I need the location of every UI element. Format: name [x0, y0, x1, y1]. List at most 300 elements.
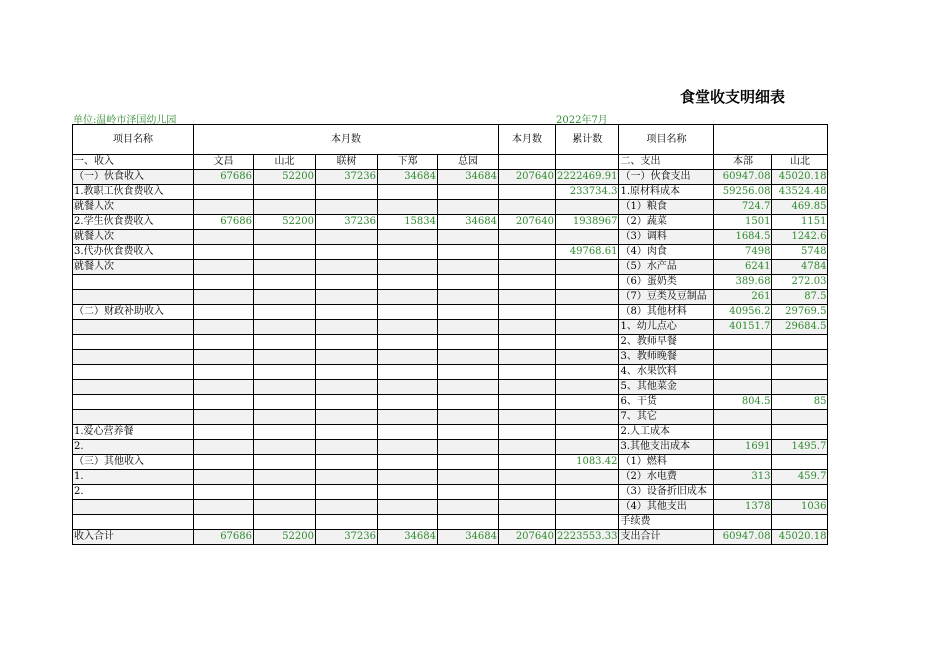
income-value-cell	[438, 380, 499, 395]
expense-shanbei-cell: 45020.18	[772, 170, 828, 185]
income-value-cell	[254, 425, 316, 440]
expense-main-cell	[714, 425, 772, 440]
income-value-cell	[378, 425, 438, 440]
income-value-cell	[254, 380, 316, 395]
expense-shanbei-cell	[772, 485, 828, 500]
month-total-cell	[499, 245, 556, 260]
expense-shanbei-cell	[772, 335, 828, 350]
income-item-cell	[73, 395, 194, 410]
income-value-cell	[254, 485, 316, 500]
income-value-cell	[438, 275, 499, 290]
cumulative-cell	[556, 305, 619, 320]
cumulative-cell	[556, 485, 619, 500]
income-value-cell: 37236	[316, 530, 378, 545]
expense-shanbei-cell	[772, 515, 828, 530]
income-value-cell	[194, 275, 254, 290]
income-value-cell	[438, 260, 499, 275]
income-value-cell	[194, 515, 254, 530]
income-value-cell	[438, 335, 499, 350]
cumulative-cell	[556, 440, 619, 455]
cumulative-cell	[556, 275, 619, 290]
subheader-blank	[556, 155, 619, 170]
income-value-cell	[194, 305, 254, 320]
income-value-cell	[438, 395, 499, 410]
income-value-cell	[438, 500, 499, 515]
income-value-cell	[438, 515, 499, 530]
income-value-cell	[438, 350, 499, 365]
table-row	[73, 530, 828, 545]
income-value-cell: 52200	[254, 170, 316, 185]
income-value-cell	[316, 185, 378, 200]
income-value-cell	[194, 470, 254, 485]
table-row	[73, 305, 828, 320]
expense-main-cell	[714, 485, 772, 500]
ledger-table	[72, 124, 828, 545]
expense-main-cell: 40151.7	[714, 320, 772, 335]
income-value-cell	[316, 380, 378, 395]
month-total-cell	[499, 320, 556, 335]
table-row	[73, 380, 828, 395]
income-value-cell	[316, 260, 378, 275]
income-value-cell	[378, 350, 438, 365]
table-row	[73, 350, 828, 365]
cumulative-cell	[556, 410, 619, 425]
income-value-cell	[194, 395, 254, 410]
income-value-cell	[378, 515, 438, 530]
expense-shanbei-cell	[772, 455, 828, 470]
income-item-cell: 1.爱心营养餐	[73, 425, 194, 440]
header-right-item-name: 项目名称	[619, 125, 714, 155]
income-value-cell	[378, 410, 438, 425]
expense-item-cell: （1）燃料	[619, 455, 714, 470]
income-value-cell	[438, 485, 499, 500]
income-item-cell	[73, 515, 194, 530]
income-value-cell	[378, 245, 438, 260]
cumulative-cell	[556, 365, 619, 380]
cumulative-cell: 2223553.33	[556, 530, 619, 545]
income-value-cell	[254, 335, 316, 350]
income-value-cell	[254, 470, 316, 485]
expense-shanbei-cell	[772, 365, 828, 380]
expense-item-cell: 1.原材料成本	[619, 185, 714, 200]
expense-main-cell: 1501	[714, 215, 772, 230]
income-item-cell: （二）财政补助收入	[73, 305, 194, 320]
income-value-cell	[254, 230, 316, 245]
income-value-cell: 67686	[194, 170, 254, 185]
income-value-cell	[378, 500, 438, 515]
expense-main-cell	[714, 455, 772, 470]
expense-main-cell: 1684.5	[714, 230, 772, 245]
cumulative-cell: 2222469.91	[556, 170, 619, 185]
income-value-cell	[194, 455, 254, 470]
expense-shanbei-cell: 29684.5	[772, 320, 828, 335]
month-total-cell	[499, 275, 556, 290]
income-value-cell	[316, 320, 378, 335]
table-row	[73, 215, 828, 230]
month-total-cell	[499, 380, 556, 395]
income-value-cell	[438, 425, 499, 440]
income-value-cell	[438, 230, 499, 245]
table-row	[73, 395, 828, 410]
subheader-right-col: 本部	[714, 155, 772, 170]
month-total-cell	[499, 500, 556, 515]
income-item-cell: 收入合计	[73, 530, 194, 545]
expense-main-cell: 804.5	[714, 395, 772, 410]
table-row	[73, 335, 828, 350]
income-value-cell	[316, 245, 378, 260]
cumulative-cell	[556, 500, 619, 515]
income-item-cell: 就餐人次	[73, 230, 194, 245]
income-value-cell	[254, 245, 316, 260]
income-value-cell	[438, 440, 499, 455]
income-item-cell: 2.	[73, 485, 194, 500]
expense-shanbei-cell: 459.7	[772, 470, 828, 485]
month-total-cell	[499, 290, 556, 305]
income-value-cell	[194, 410, 254, 425]
expense-main-cell: 60947.08	[714, 530, 772, 545]
expense-shanbei-cell: 87.5	[772, 290, 828, 305]
income-value-cell	[378, 485, 438, 500]
table-row	[73, 230, 828, 245]
income-value-cell	[316, 425, 378, 440]
expense-item-cell: （2）蔬菜	[619, 215, 714, 230]
income-value-cell	[316, 440, 378, 455]
income-value-cell	[316, 335, 378, 350]
income-value-cell	[194, 200, 254, 215]
income-value-cell	[254, 410, 316, 425]
table-row	[73, 425, 828, 440]
expense-main-cell: 6241	[714, 260, 772, 275]
income-value-cell	[194, 335, 254, 350]
table-row	[73, 290, 828, 305]
subheader-col: 联树	[316, 155, 378, 170]
income-value-cell	[194, 500, 254, 515]
income-value-cell	[316, 395, 378, 410]
income-value-cell	[194, 320, 254, 335]
income-value-cell	[378, 200, 438, 215]
subheader-col: 文昌	[194, 155, 254, 170]
income-value-cell	[254, 455, 316, 470]
cumulative-cell	[556, 350, 619, 365]
month-total-cell	[499, 410, 556, 425]
cumulative-cell: 1083.42	[556, 455, 619, 470]
expense-main-cell	[714, 335, 772, 350]
cumulative-cell	[556, 320, 619, 335]
expense-main-cell: 261	[714, 290, 772, 305]
expense-main-cell	[714, 365, 772, 380]
income-value-cell	[194, 365, 254, 380]
table-row	[73, 275, 828, 290]
month-total-cell	[499, 485, 556, 500]
income-value-cell: 37236	[316, 170, 378, 185]
subheader-row	[73, 155, 828, 170]
income-value-cell: 34684	[438, 530, 499, 545]
month-total-cell	[499, 185, 556, 200]
subheader-col: 下郑	[378, 155, 438, 170]
income-item-cell	[73, 335, 194, 350]
income-value-cell	[254, 395, 316, 410]
month-total-cell	[499, 425, 556, 440]
month-total-cell: 207640	[499, 170, 556, 185]
cumulative-cell: 233734.3	[556, 185, 619, 200]
expense-shanbei-cell	[772, 380, 828, 395]
expense-main-cell	[714, 350, 772, 365]
income-value-cell	[194, 230, 254, 245]
expense-main-cell: 313	[714, 470, 772, 485]
income-item-cell	[73, 290, 194, 305]
header-cumulative: 累计数	[556, 125, 619, 155]
expense-item-cell: （1）粮食	[619, 200, 714, 215]
month-total-cell	[499, 455, 556, 470]
income-value-cell	[378, 380, 438, 395]
table-row	[73, 470, 828, 485]
header-right-blank	[714, 125, 828, 155]
income-value-cell: 34684	[378, 530, 438, 545]
table-row	[73, 500, 828, 515]
income-value-cell	[438, 200, 499, 215]
table-row	[73, 440, 828, 455]
cumulative-cell: 49768.61	[556, 245, 619, 260]
income-value-cell	[254, 365, 316, 380]
subheader-right-col: 山北	[772, 155, 828, 170]
cumulative-cell	[556, 230, 619, 245]
income-value-cell	[254, 185, 316, 200]
expense-item-cell: （2）水电费	[619, 470, 714, 485]
income-value-cell	[316, 515, 378, 530]
income-value-cell	[438, 455, 499, 470]
expense-shanbei-cell	[772, 410, 828, 425]
expense-item-cell: 2.人工成本	[619, 425, 714, 440]
income-value-cell	[194, 440, 254, 455]
income-value-cell: 67686	[194, 530, 254, 545]
income-value-cell	[378, 290, 438, 305]
expense-item-cell: 7、其它	[619, 410, 714, 425]
expense-item-cell: 3、教师晚餐	[619, 350, 714, 365]
header-item-name: 项目名称	[73, 125, 194, 155]
month-total-cell	[499, 305, 556, 320]
expense-shanbei-cell: 85	[772, 395, 828, 410]
income-item-cell: （三）其他收入	[73, 455, 194, 470]
income-value-cell	[194, 350, 254, 365]
income-item-cell	[73, 410, 194, 425]
income-value-cell	[378, 230, 438, 245]
month-total-cell	[499, 200, 556, 215]
income-value-cell	[438, 320, 499, 335]
income-value-cell	[316, 275, 378, 290]
expense-shanbei-cell	[772, 425, 828, 440]
income-value-cell: 52200	[254, 530, 316, 545]
income-value-cell	[438, 365, 499, 380]
income-value-cell	[438, 470, 499, 485]
month-total-cell	[499, 365, 556, 380]
expense-item-cell: 支出合计	[619, 530, 714, 545]
income-item-cell	[73, 275, 194, 290]
expense-item-cell: 2、教师早餐	[619, 335, 714, 350]
month-total-cell	[499, 515, 556, 530]
income-item-cell: 1.教职工伙食费收入	[73, 185, 194, 200]
expense-shanbei-cell	[772, 350, 828, 365]
income-value-cell: 34684	[378, 170, 438, 185]
income-value-cell	[254, 200, 316, 215]
income-value-cell	[254, 500, 316, 515]
expense-main-cell	[714, 410, 772, 425]
subheader-expense-label: 二、支出	[619, 155, 714, 170]
month-total-cell	[499, 350, 556, 365]
month-total-cell	[499, 260, 556, 275]
subheader-income-label: 一、收入	[73, 155, 194, 170]
cumulative-cell	[556, 335, 619, 350]
table-row	[73, 365, 828, 380]
cumulative-cell	[556, 200, 619, 215]
table-row	[73, 455, 828, 470]
cumulative-cell	[556, 425, 619, 440]
income-item-cell: 1.	[73, 470, 194, 485]
income-value-cell	[378, 275, 438, 290]
income-value-cell	[378, 470, 438, 485]
expense-item-cell: 1、幼儿点心	[619, 320, 714, 335]
table-row	[73, 185, 828, 200]
date-label: 2022年7月	[556, 115, 608, 126]
table-row	[73, 410, 828, 425]
income-value-cell	[254, 440, 316, 455]
income-item-cell: 3.代办伙食费收入	[73, 245, 194, 260]
income-value-cell	[254, 305, 316, 320]
income-item-cell	[73, 500, 194, 515]
cumulative-cell	[556, 260, 619, 275]
income-value-cell	[378, 185, 438, 200]
income-value-cell	[316, 410, 378, 425]
month-total-cell: 207640	[499, 530, 556, 545]
expense-shanbei-cell: 4784	[772, 260, 828, 275]
expense-item-cell: （8）其他材料	[619, 305, 714, 320]
income-value-cell	[254, 515, 316, 530]
month-total-cell	[499, 440, 556, 455]
income-value-cell: 15834	[378, 215, 438, 230]
cumulative-cell	[556, 515, 619, 530]
expense-main-cell: 1378	[714, 500, 772, 515]
income-item-cell	[73, 320, 194, 335]
income-value-cell	[316, 500, 378, 515]
expense-shanbei-cell: 1036	[772, 500, 828, 515]
income-value-cell	[194, 260, 254, 275]
expense-item-cell: （4）其他支出	[619, 500, 714, 515]
income-item-cell	[73, 350, 194, 365]
expense-main-cell: 59256.08	[714, 185, 772, 200]
income-value-cell	[378, 335, 438, 350]
expense-item-cell: 6、干货	[619, 395, 714, 410]
month-total-cell	[499, 230, 556, 245]
expense-main-cell: 40956.2	[714, 305, 772, 320]
expense-item-cell: （4）肉食	[619, 245, 714, 260]
table-row	[73, 200, 828, 215]
expense-shanbei-cell: 5748	[772, 245, 828, 260]
expense-item-cell: （一）伙食支出	[619, 170, 714, 185]
table-row	[73, 485, 828, 500]
expense-item-cell: 4、水果饮料	[619, 365, 714, 380]
cumulative-cell	[556, 395, 619, 410]
income-value-cell	[378, 305, 438, 320]
income-value-cell	[378, 260, 438, 275]
subheader-col: 山北	[254, 155, 316, 170]
expense-main-cell: 389.68	[714, 275, 772, 290]
expense-main-cell	[714, 515, 772, 530]
header-this-month-group: 本月数	[194, 125, 499, 155]
income-value-cell: 52200	[254, 215, 316, 230]
income-value-cell	[378, 395, 438, 410]
subheader-blank	[499, 155, 556, 170]
expense-item-cell: （7）豆类及豆制品	[619, 290, 714, 305]
income-value-cell	[254, 290, 316, 305]
income-value-cell: 34684	[438, 170, 499, 185]
page-title: 食堂收支明细表	[680, 88, 786, 106]
expense-shanbei-cell: 1495.7	[772, 440, 828, 455]
income-value-cell	[194, 185, 254, 200]
income-value-cell	[254, 350, 316, 365]
income-item-cell	[73, 365, 194, 380]
table-row	[73, 260, 828, 275]
income-item-cell: 2.	[73, 440, 194, 455]
income-value-cell	[194, 245, 254, 260]
income-value-cell	[438, 245, 499, 260]
income-value-cell	[316, 365, 378, 380]
income-value-cell	[316, 290, 378, 305]
income-value-cell	[194, 290, 254, 305]
income-item-cell: 就餐人次	[73, 200, 194, 215]
cumulative-cell: 1938967	[556, 215, 619, 230]
month-total-cell	[499, 335, 556, 350]
expense-main-cell: 60947.08	[714, 170, 772, 185]
income-value-cell	[194, 425, 254, 440]
income-item-cell: （一）伙食收入	[73, 170, 194, 185]
income-value-cell	[438, 305, 499, 320]
income-value-cell: 37236	[316, 215, 378, 230]
income-item-cell: 就餐人次	[73, 260, 194, 275]
month-total-cell	[499, 470, 556, 485]
expense-shanbei-cell: 45020.18	[772, 530, 828, 545]
income-value-cell: 67686	[194, 215, 254, 230]
expense-shanbei-cell: 29769.5	[772, 305, 828, 320]
table-row	[73, 515, 828, 530]
unit-label: 单位:温岭市泽国幼儿园	[73, 115, 177, 126]
income-value-cell	[316, 455, 378, 470]
table-row	[73, 320, 828, 335]
expense-shanbei-cell: 272.03	[772, 275, 828, 290]
subheader-col: 总园	[438, 155, 499, 170]
header-this-month: 本月数	[499, 125, 556, 155]
expense-item-cell: 3.其他支出成本	[619, 440, 714, 455]
income-value-cell	[378, 440, 438, 455]
expense-item-cell: （5）水产品	[619, 260, 714, 275]
income-value-cell	[438, 410, 499, 425]
expense-main-cell: 7498	[714, 245, 772, 260]
income-value-cell	[254, 320, 316, 335]
month-total-cell	[499, 395, 556, 410]
header-row	[73, 125, 828, 155]
income-item-cell	[73, 380, 194, 395]
month-total-cell: 207640	[499, 215, 556, 230]
expense-item-cell: （3）设备折旧成本	[619, 485, 714, 500]
cumulative-cell	[556, 470, 619, 485]
income-value-cell	[254, 260, 316, 275]
income-value-cell	[316, 470, 378, 485]
income-value-cell	[438, 290, 499, 305]
table-row	[73, 245, 828, 260]
income-value-cell	[378, 455, 438, 470]
expense-shanbei-cell: 1151	[772, 215, 828, 230]
expense-shanbei-cell: 469.85	[772, 200, 828, 215]
income-value-cell	[316, 305, 378, 320]
expense-item-cell: （3）调料	[619, 230, 714, 245]
